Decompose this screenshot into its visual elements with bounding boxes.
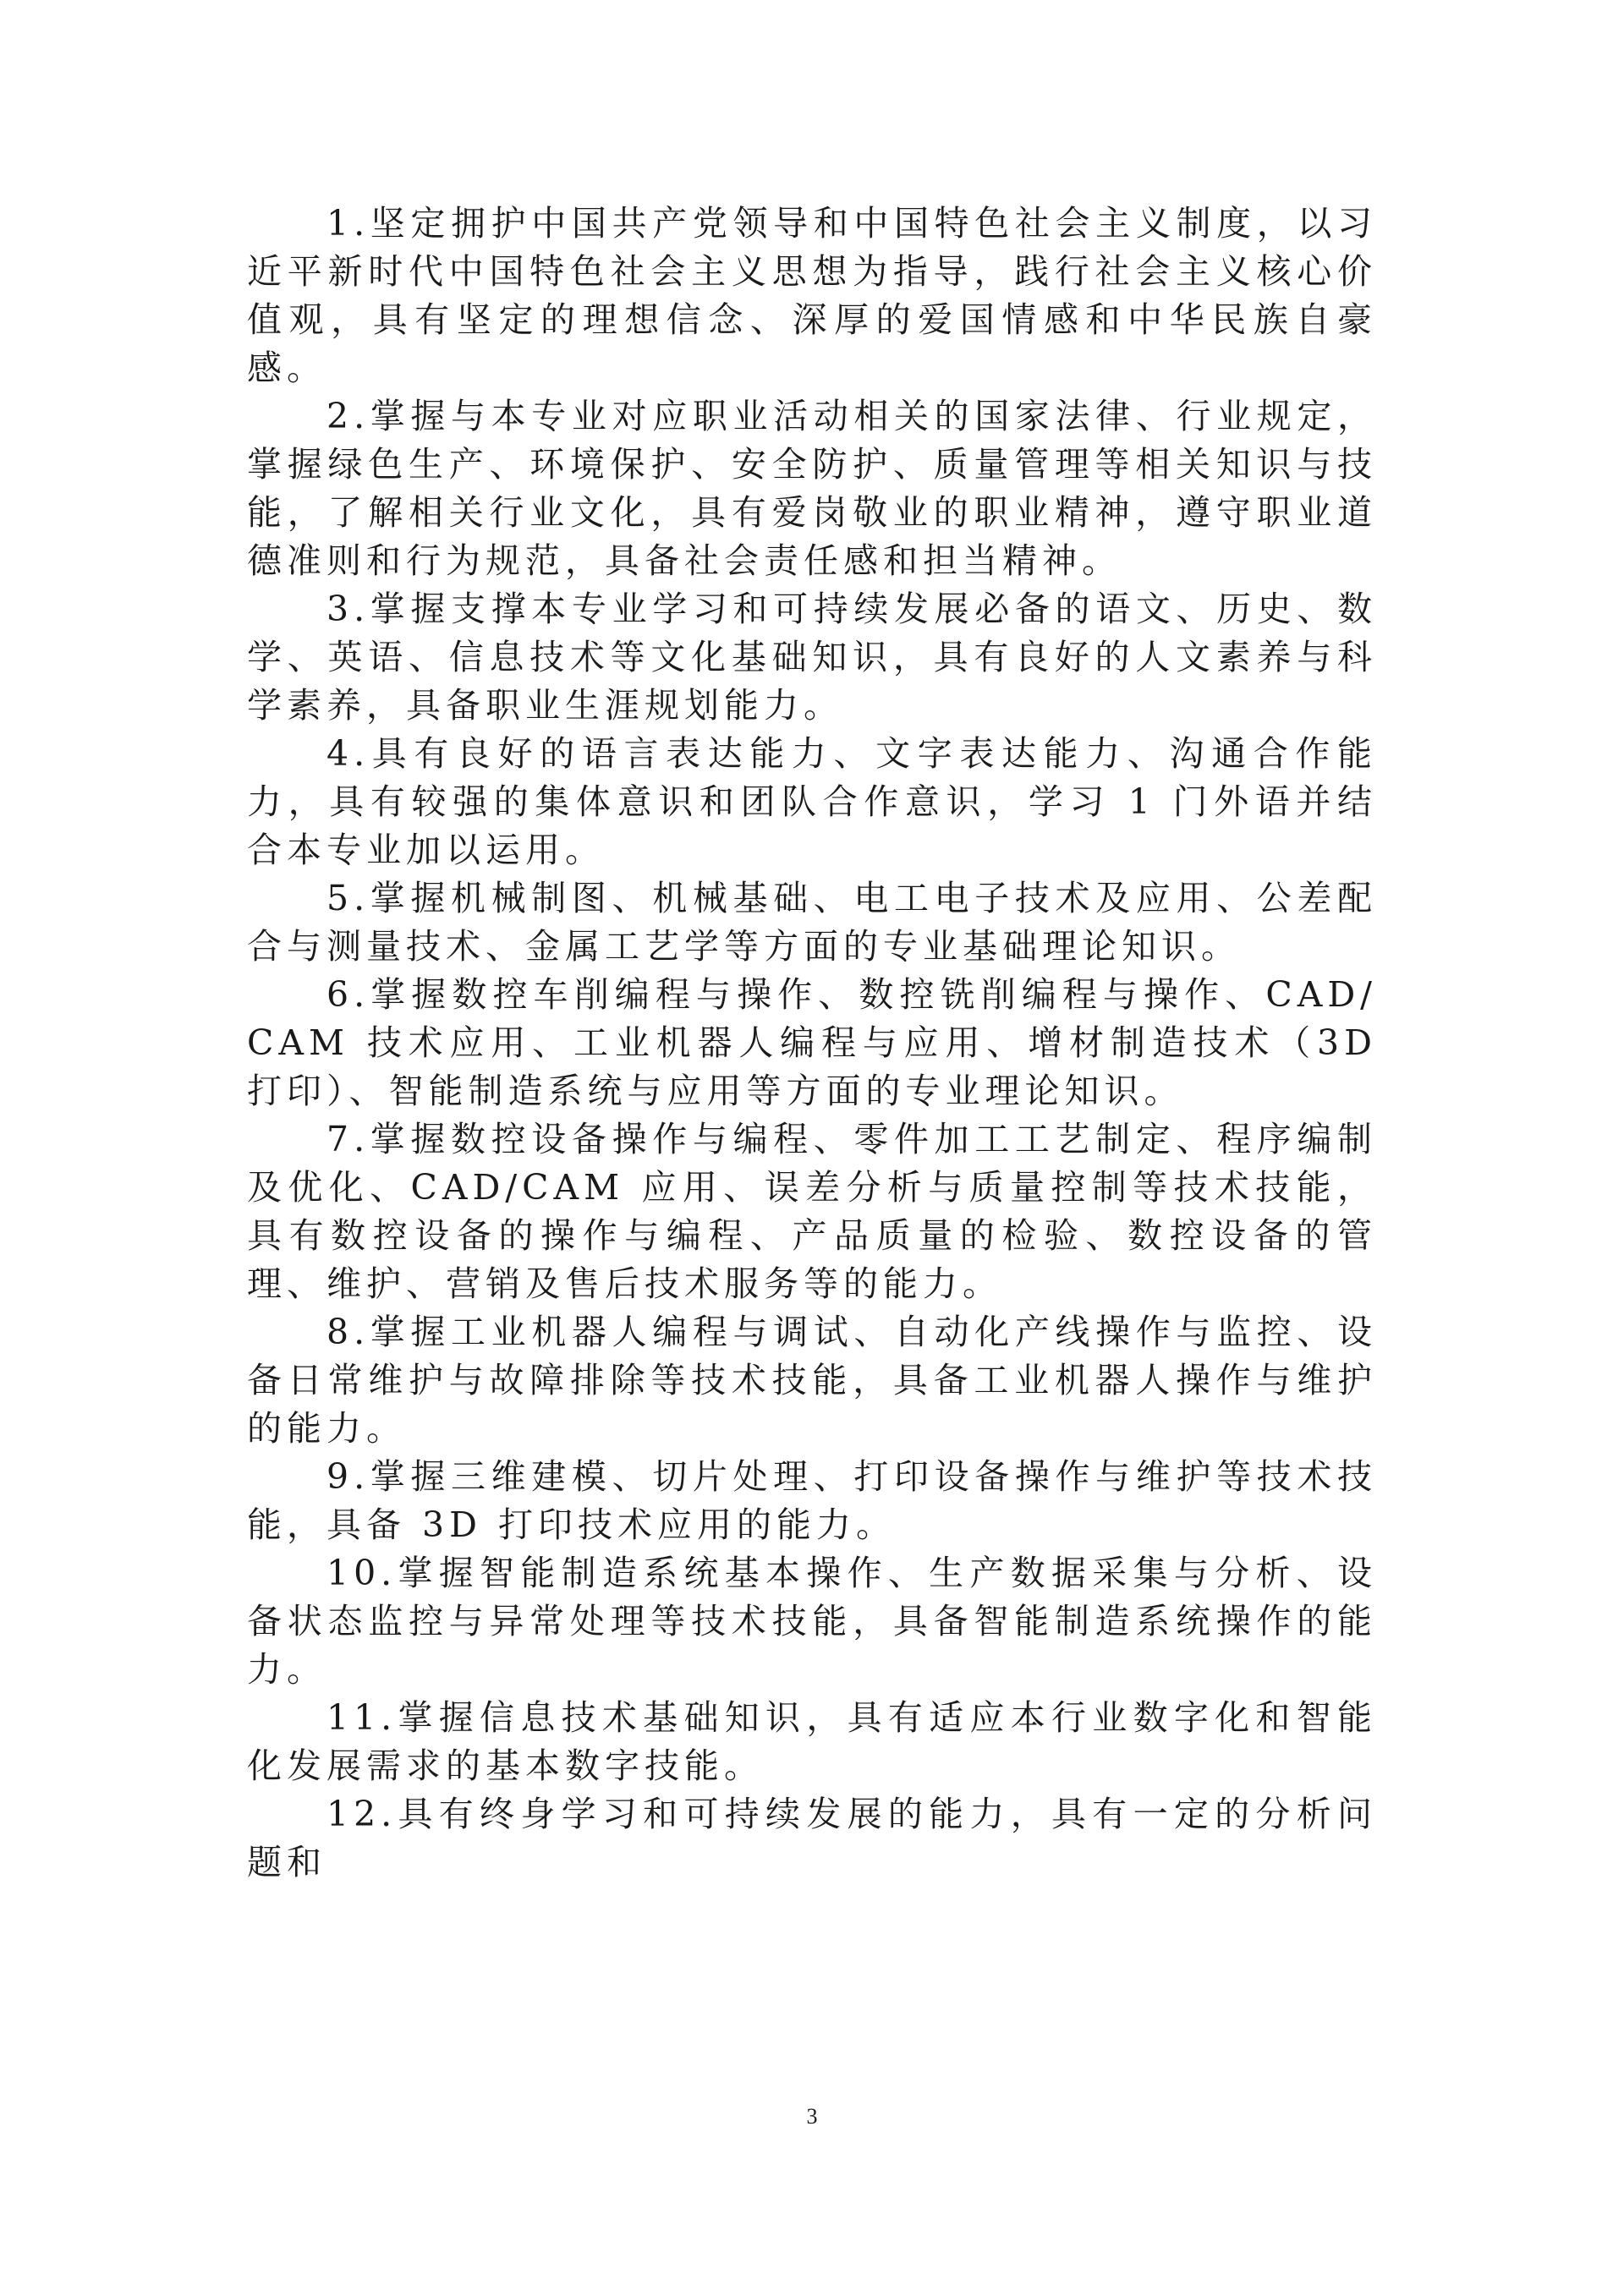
paragraph-10: 10.掌握智能制造系统基本操作、生产数据采集与分析、设备状态监控与异常处理等技术技能，具备智能制造系统操作的能力。 — [247, 1553, 1377, 1690]
page-number: 3 — [806, 2104, 818, 2129]
paragraph-7: 7.掌握数控设备操作与编程、零件加工工艺制定、程序编制及优化、CAD/CAM 应用、误差分析与质量控制等技术技能，具有数控设备的操作与编程、产品质量的检验、数控设备的管理、维护、营销及售后技术服务等的能力。 — [247, 1119, 1377, 1304]
paragraph-8: 8.掌握工业机器人编程与调试、自动化产线操作与监控、设备日常维护与故障排除等技术技能，具备工业机器人操作与维护的能力。 — [247, 1312, 1377, 1449]
paragraph-9: 9.掌握三维建模、切片处理、打印设备操作与维护等技术技能，具备 3D 打印技术应用的能力。 — [247, 1456, 1377, 1545]
paragraph-3: 3.掌握支撑本专业学习和可持续发展必备的语文、历史、数学、英语、信息技术等文化基础知识，具有良好的人文素养与科学素养，具备职业生涯规划能力。 — [247, 589, 1377, 726]
paragraph-2: 2.掌握与本专业对应职业活动相关的国家法律、行业规定，掌握绿色生产、环境保护、安全防护、质量管理等相关知识与技能，了解相关行业文化，具有爱岗敬业的职业精神，遵守职业道德准则和行为规范，具备社会责任感和担当精神。 — [247, 396, 1377, 581]
paragraph-12: 12.具有终身学习和可持续发展的能力，具有一定的分析问题和 — [247, 1794, 1377, 1882]
paragraph-6: 6.掌握数控车削编程与操作、数控铣削编程与操作、CAD/CAM 技术应用、工业机器人编程与应用、增材制造技术（3D 打印）、智能制造系统与应用等方面的专业理论知识。 — [247, 974, 1377, 1111]
paragraph-11: 11.掌握信息技术基础知识，具有适应本行业数字化和智能化发展需求的基本数字技能。 — [247, 1697, 1377, 1786]
body-text — [247, 200, 1377, 1887]
paragraph-1: 1.坚定拥护中国共产党领导和中国特色社会主义制度，以习近平新时代中国特色社会主义思想为指导，践行社会主义核心价值观，具有坚定的理想信念、深厚的爱国情感和中华民族自豪感。 — [247, 203, 1377, 388]
paragraph-4: 4.具有良好的语言表达能力、文字表达能力、沟通合作能力，具有较强的集体意识和团队合作意识，学习 1 门外语并结合本专业加以运用。 — [247, 733, 1377, 870]
paragraph-5: 5.掌握机械制图、机械基础、电工电子技术及应用、公差配合与测量技术、金属工艺学等方面的专业基础理论知识。 — [247, 878, 1377, 967]
